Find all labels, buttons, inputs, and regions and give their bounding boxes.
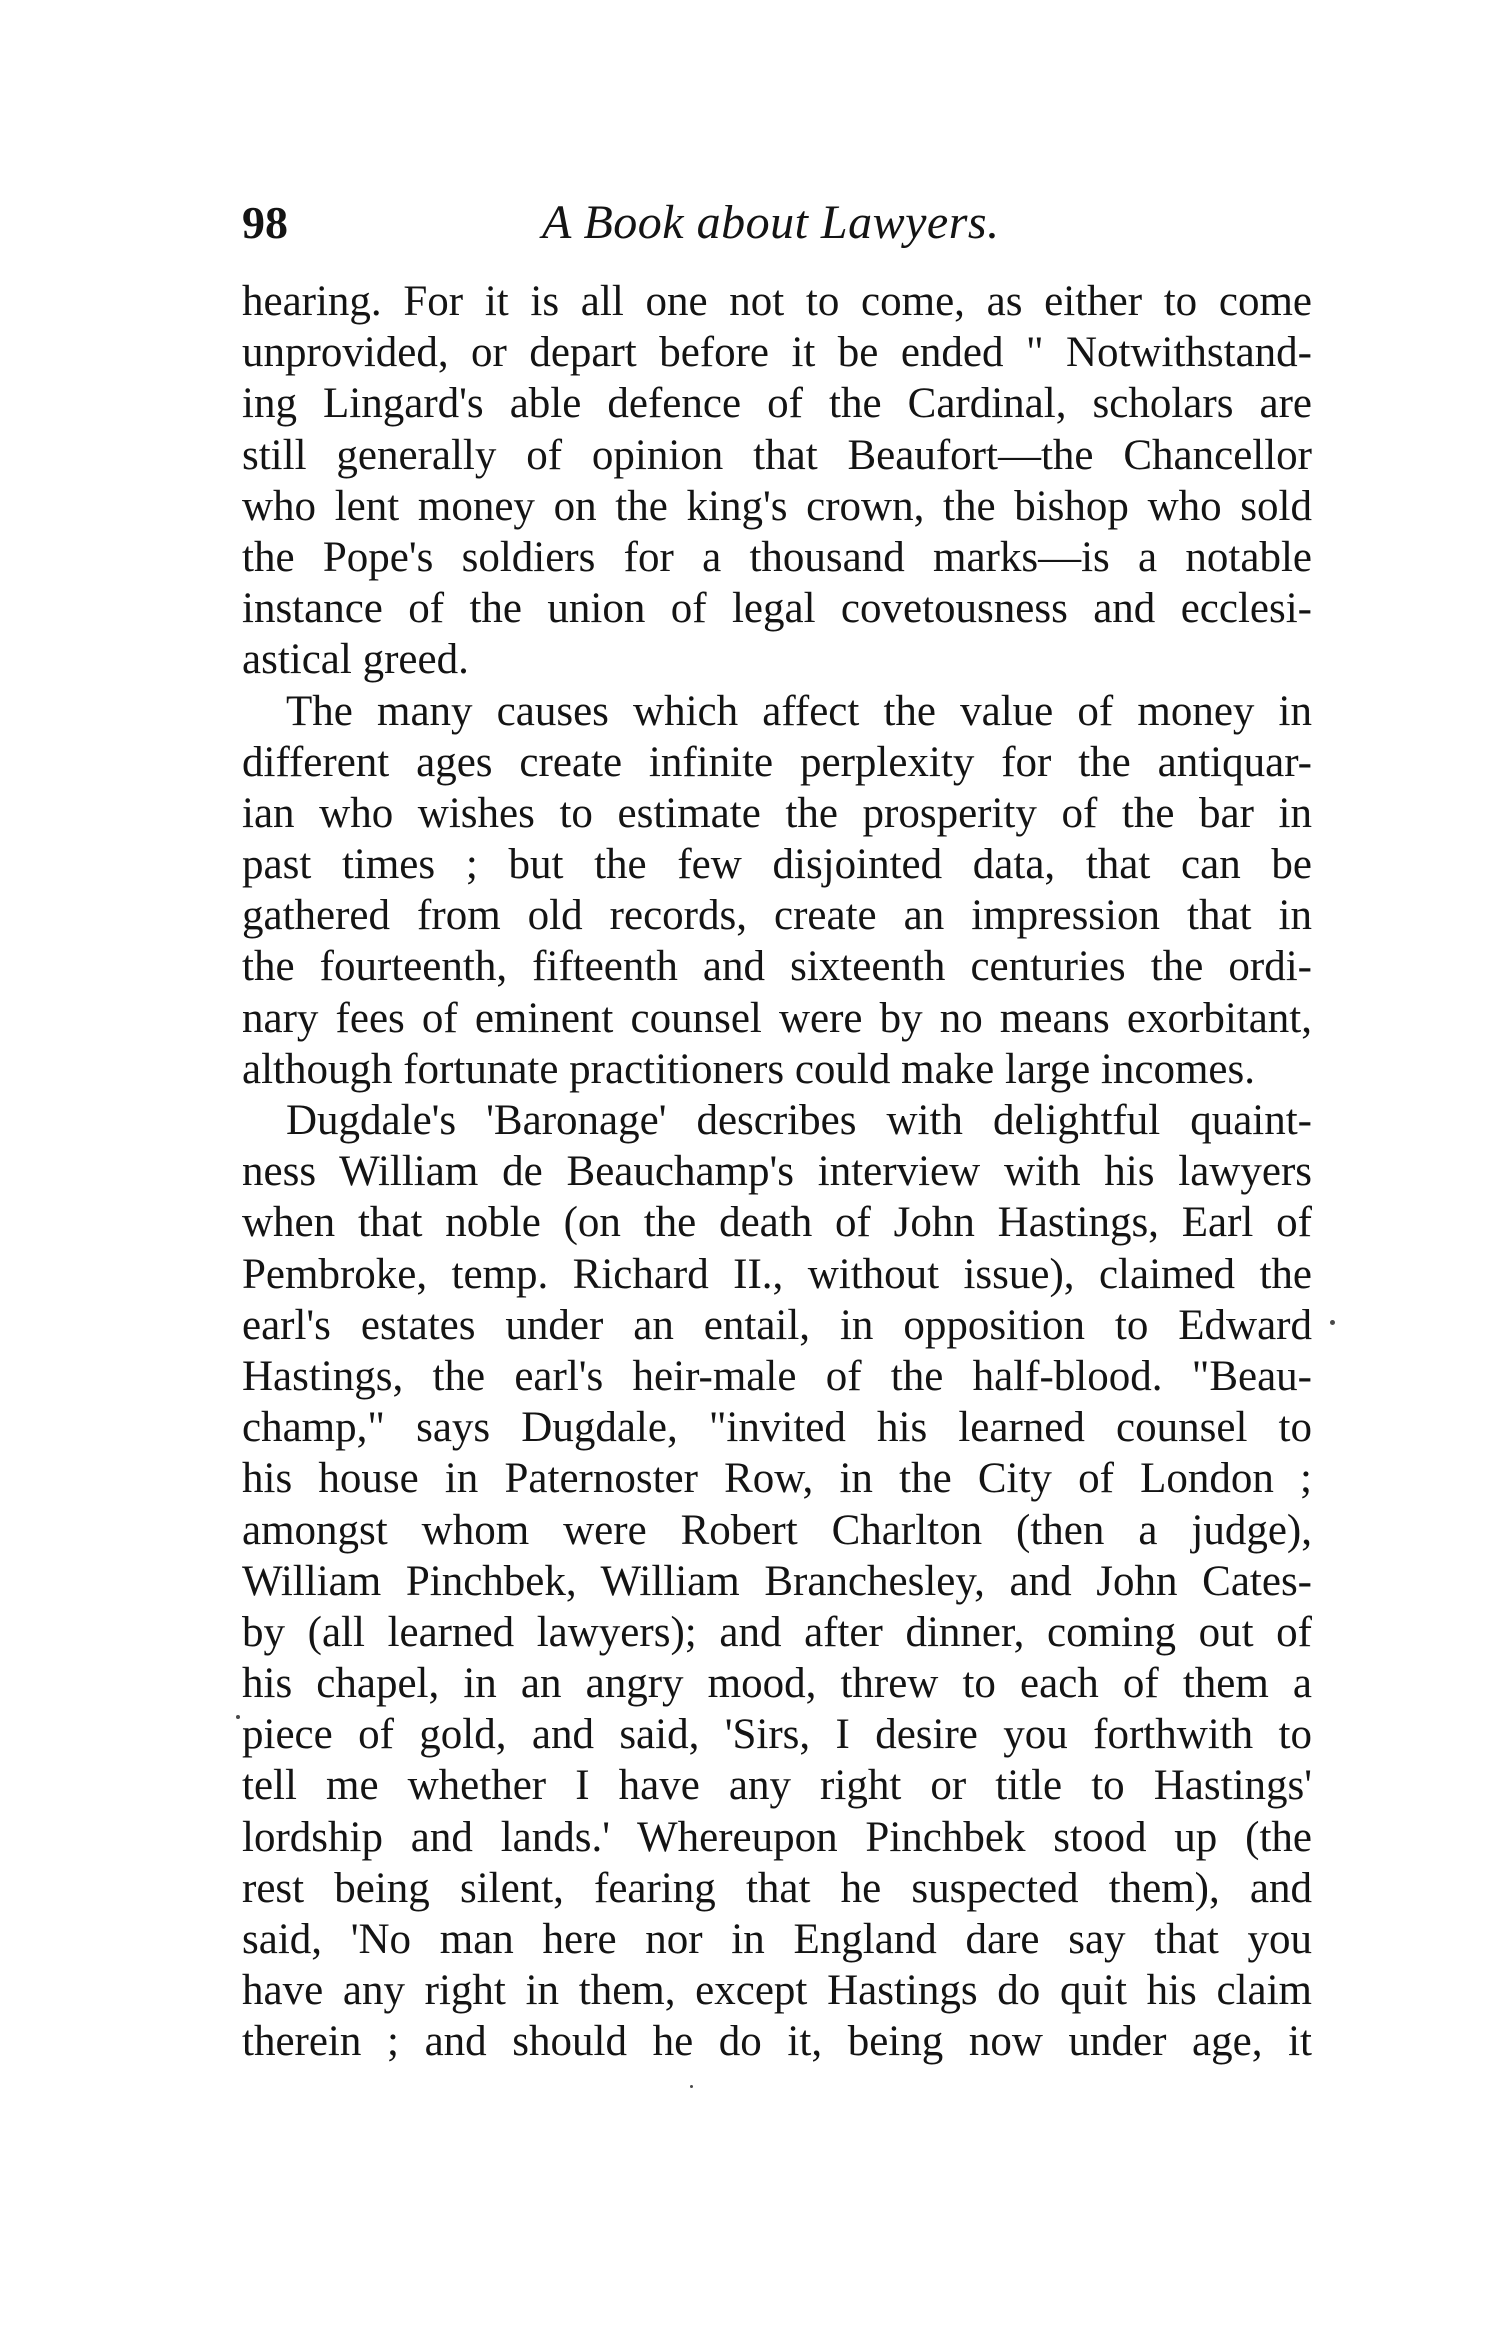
- text-line: Pembroke, temp. Richard II., without issue), claimed the: [242, 1250, 1312, 1298]
- paragraph-first-line: Dugdale's 'Baronage' describes with delightful quaint-: [286, 1097, 1312, 1144]
- text-line: therein ; and should he do it, being now under age, it: [242, 2018, 1312, 2066]
- text-line: different ages create infinite perplexity for the antiquar-: [242, 738, 1312, 786]
- text-line: by (all learned lawyers); and after dinner, coming out of: [242, 1608, 1312, 1656]
- text-line: ing Lingard's able defence of the Cardinal, scholars are: [242, 380, 1312, 428]
- print-speck: [1330, 1320, 1335, 1325]
- text-line: nary fees of eminent counsel were by no means exorbitant,: [242, 994, 1312, 1042]
- text-line: William Pinchbek, William Branchesley, and John Cates-: [242, 1557, 1312, 1605]
- body-text: [242, 276, 1312, 2068]
- text-line: piece of gold, and said, 'Sirs, I desire you forthwith to: [242, 1711, 1312, 1759]
- text-line: Hastings, the earl's heir-male of the half-blood. "Beau-: [242, 1352, 1312, 1400]
- text-line: champ," says Dugdale, "invited his learned counsel to: [242, 1404, 1312, 1452]
- text-line: who lent money on the king's crown, the bishop who sold: [242, 482, 1312, 530]
- print-speck: [236, 1715, 240, 1719]
- text-line: his chapel, in an angry mood, threw to each of them a: [242, 1660, 1312, 1708]
- text-line: his house in Paternoster Row, in the City of London ;: [242, 1455, 1312, 1503]
- text-line: lordship and lands.' Whereupon Pinchbek stood up (the: [242, 1813, 1312, 1861]
- text-line: ness William de Beauchamp's interview with his lawyers: [242, 1148, 1312, 1196]
- text-line: still generally of opinion that Beaufort—the Chancellor: [242, 431, 1312, 479]
- running-title: A Book about Lawyers.: [542, 196, 1000, 249]
- text-line: ian who wishes to estimate the prosperity of the bar in: [242, 789, 1312, 837]
- text-line: said, 'No man here nor in England dare say that you: [242, 1916, 1312, 1963]
- text-line: hearing. For it is all one not to come, as either to come: [242, 278, 1312, 325]
- text-line: when that noble (on the death of John Hastings, Earl of: [242, 1199, 1312, 1247]
- text-line: astical greed.: [242, 636, 469, 684]
- text-line: rest being silent, fearing that he suspected them), and: [242, 1864, 1312, 1912]
- text-line: amongst whom were Robert Charlton (then a judge),: [242, 1506, 1312, 1554]
- text-line: have any right in them, except Hastings do quit his claim: [242, 1967, 1312, 2015]
- text-line: tell me whether I have any right or title to Hastings': [242, 1762, 1312, 1810]
- text-line: instance of the union of legal covetousness and ecclesi-: [242, 585, 1312, 633]
- text-line: the Pope's soldiers for a thousand marks—is a notable: [242, 533, 1312, 581]
- page-header: [242, 188, 1312, 258]
- text-line: the fourteenth, fifteenth and sixteenth centuries the ordi-: [242, 943, 1312, 991]
- print-speck: [690, 2085, 693, 2088]
- page-number: 98: [242, 197, 288, 248]
- text-line: unprovided, or depart before it be ended " Notwithstand-: [242, 329, 1312, 377]
- text-line: past times ; but the few disjointed data, that can be: [242, 841, 1312, 889]
- text-line: although fortunate practitioners could make large incomes.: [242, 1045, 1255, 1093]
- text-line: earl's estates under an entail, in opposition to Edward: [242, 1301, 1312, 1349]
- paragraph-first-line: The many causes which affect the value of money in: [286, 687, 1312, 735]
- text-line: gathered from old records, create an impression that in: [242, 892, 1312, 940]
